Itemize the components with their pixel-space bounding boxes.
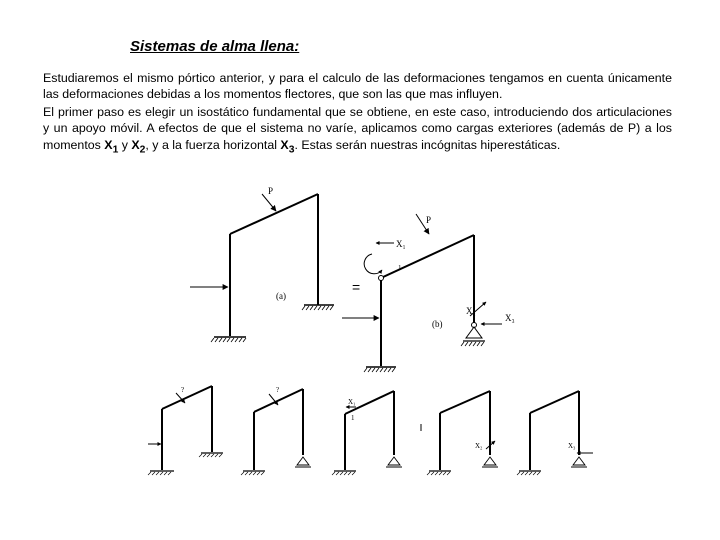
small-x3-label: X₃	[568, 442, 576, 450]
x2-label-b: X₂	[466, 306, 476, 316]
small-frame-4	[427, 391, 498, 475]
small-load-label-2: ?	[276, 386, 280, 394]
case-a-label: (a)	[276, 291, 286, 301]
load-p-label-a: P	[268, 186, 274, 196]
small-x2-label: X₂	[475, 442, 483, 450]
fundamental-system-paragraph: El primer paso es elegir un isostático fundamental que se obtiene, en este caso, introduciendo dos articulaciones y un apoyo móvil. A efectos de que el sistema no varíe, aplicamos como cargas exteriores (además de P) a los momentos $X_1$ y $X_2$, y a la fuerza horizontal $X_3$. Estas serán nuestras incógnitas hiperestáticas.	[43, 105, 672, 156]
moment-one-label: 1	[398, 264, 402, 272]
small-load-label-1: ?	[181, 386, 185, 394]
intro-paragraph: Estudiaremos el mismo pórtico anterior, y para el calculo de las deformaciones tengamos en cuenta únicamente las deformaciones debidas a los momentos flectores, que son las que mas influyen.	[43, 71, 672, 102]
small-x1-label: X₁	[348, 398, 356, 406]
small-moment-one-label: 1	[351, 414, 355, 422]
small-frame-2	[241, 389, 311, 475]
frame-a	[190, 194, 334, 342]
small-frame-5	[517, 391, 593, 475]
x1-label-b: X₁	[396, 239, 406, 249]
page-title: Sistemas de alma llena:	[130, 38, 300, 55]
frame-b	[342, 214, 502, 372]
small-frame-1	[148, 386, 223, 475]
case-b-label: (b)	[432, 319, 443, 329]
equals-sign: =	[352, 279, 361, 295]
x3-label-b: X₃	[505, 313, 515, 323]
load-p-label-b: P	[426, 215, 432, 225]
small-frame-3	[332, 391, 402, 475]
